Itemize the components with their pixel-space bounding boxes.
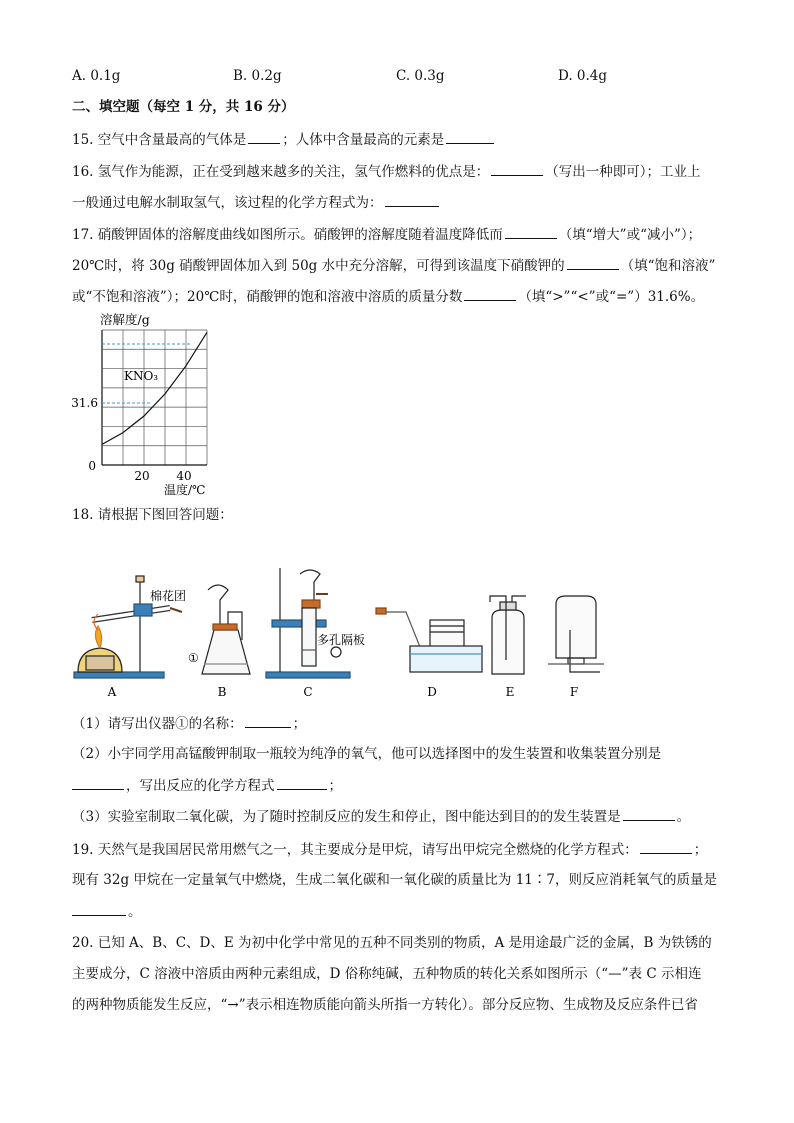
lab-apparatus-figure bbox=[70, 560, 610, 700]
q19-text-a: 19. 天然气是我国居民常用燃气之一，其主要成分是甲烷，请写出甲烷完全燃烧的化学方程式： bbox=[72, 842, 638, 858]
q19-text-d: 。 bbox=[128, 904, 142, 920]
q16-blank-1[interactable] bbox=[491, 161, 543, 176]
q17-text-b: （填“增大”或“减小”）； bbox=[558, 227, 702, 243]
y-tick-31-6: 31.6 bbox=[71, 396, 98, 410]
question-17-line-2 bbox=[72, 255, 715, 276]
q18-sub1-text-a: （1）请写出仪器 bbox=[72, 716, 176, 732]
question-17-line-3 bbox=[72, 286, 704, 307]
chart-ylabel: 溶解度/g bbox=[100, 312, 150, 327]
origin-label: 0 bbox=[88, 459, 96, 473]
label-d: D bbox=[427, 685, 437, 699]
option-c: C. 0.3g bbox=[396, 68, 445, 84]
q17-text-a: 17. 硝酸钾固体的溶解度曲线如图所示。硝酸钾的溶解度随着温度降低而 bbox=[72, 227, 503, 243]
q18-blank-4[interactable] bbox=[623, 806, 675, 821]
option-d: D. 0.4g bbox=[558, 68, 608, 84]
q17-text-d: （填“饱和溶液” bbox=[620, 258, 716, 274]
apparatus-d bbox=[376, 608, 482, 672]
q16-text-c: 一般通过电解水制取氢气，该过程的化学方程式为： bbox=[72, 195, 383, 211]
x-tick-40: 40 bbox=[176, 469, 192, 483]
section-title: 二、填空题（每空 1 分，共 16 分） bbox=[72, 99, 295, 115]
question-19-line-1 bbox=[72, 839, 707, 860]
q18-sub1-text-c: 的名称： bbox=[188, 716, 243, 732]
label-porous: 多孔隔板 bbox=[317, 633, 366, 647]
label-circle-1: ① bbox=[188, 651, 199, 665]
q19-blank-2[interactable] bbox=[72, 901, 126, 916]
question-18-title: 18. 请根据下图回答问题： bbox=[72, 507, 233, 523]
label-cotton: 棉花团 bbox=[150, 589, 187, 603]
q15-text-a: 15. 空气中含量最高的气体是 bbox=[72, 132, 247, 148]
question-16-line-2 bbox=[72, 192, 441, 213]
option-a: A. 0.1g bbox=[72, 68, 121, 84]
q18-sub3-text-b: 。 bbox=[676, 809, 691, 825]
series-label-kno3: KNO₃ bbox=[124, 369, 159, 383]
q18-sub2-text-b: ，写出反应的化学方程式 bbox=[126, 778, 275, 794]
question-18-sub-1 bbox=[72, 713, 306, 734]
question-18-sub-3 bbox=[72, 806, 690, 827]
q18-blank-2[interactable] bbox=[72, 775, 124, 790]
q17-blank-3[interactable] bbox=[464, 286, 516, 301]
q18-sub3-text-a: （3）实验室制取二氧化碳，为了随时控制反应的发生和停止，图中能达到目的的发生装置是 bbox=[72, 809, 621, 825]
label-f: F bbox=[569, 685, 579, 699]
label-b: B bbox=[217, 685, 227, 699]
chart-xlabel: 温度/℃ bbox=[164, 483, 206, 497]
question-19-line-2 bbox=[72, 870, 717, 890]
q18-blank-1[interactable] bbox=[245, 713, 291, 728]
question-20-line-3: 的两种物质能发生反应，“→”表示相连物质能向箭头所指一方转化）。部分反应物、生成物及反应条件已省 bbox=[72, 997, 698, 1013]
solubility-chart bbox=[71, 308, 230, 500]
q18-sub2-text-c: ； bbox=[328, 778, 342, 794]
q17-text-e: 或“不饱和溶液”）；20℃时，硝酸钾的饱和溶液中溶质的质量分数 bbox=[72, 289, 463, 305]
question-15 bbox=[72, 129, 496, 150]
q17-text-c: 20℃时，将 30g 硝酸钾固体加入到 50g 水中充分溶解，可得到该温度下硝酸钾的 bbox=[72, 258, 565, 274]
q18-sub1-text-d: ； bbox=[292, 716, 307, 732]
label-c: C bbox=[303, 685, 313, 699]
q18-sub2-text-a: （2）小宇同学用高锰酸钾制取一瓶较为纯净的氧气，他可以选择图中的发生装置和收集装置分别是 bbox=[72, 746, 662, 762]
q17-text-f: （填“>”“<”或“=”）31.6%。 bbox=[518, 289, 705, 305]
question-18-sub-2-line-1 bbox=[72, 744, 661, 764]
chart-grid bbox=[102, 330, 207, 465]
x-tick-20: 20 bbox=[134, 469, 150, 483]
q19-text-c: 现有 32g 甲烷在一定量氧气中燃烧，生成二氧化碳和一氧化碳的质量比为 11∶7，则反应消耗氧气的质量是 bbox=[72, 872, 717, 888]
question-18-sub-2-line-2 bbox=[72, 775, 342, 796]
q15-blank-2[interactable] bbox=[446, 129, 494, 144]
apparatus-c bbox=[266, 568, 350, 678]
question-16-line-1 bbox=[72, 161, 701, 182]
option-b: B. 0.2g bbox=[233, 68, 282, 84]
q17-blank-2[interactable] bbox=[567, 255, 619, 270]
question-20-line-2: 主要成分，C 溶液中溶质由两种元素组成，D 俗称纯碱，五种物质的转化关系如图所示（“—”表 C 示相连 bbox=[72, 966, 702, 982]
q17-blank-1[interactable] bbox=[505, 224, 557, 239]
q16-blank-2[interactable] bbox=[385, 192, 439, 207]
label-a: A bbox=[107, 685, 117, 699]
question-17-line-1 bbox=[72, 224, 701, 245]
q16-text-a: 16. 氢气作为能源，正在受到越来越多的关注，氢气作燃料的优点是： bbox=[72, 164, 490, 180]
question-19-line-3 bbox=[72, 901, 142, 922]
question-20-line-1: 20. 已知 A、B、C、D、E 为初中化学中常见的五种不同类别的物质，A 是用途最广泛的金属，B 为铁锈的 bbox=[72, 935, 712, 951]
circle-1-label: ① bbox=[175, 716, 189, 732]
label-e: E bbox=[505, 685, 515, 699]
q18-blank-3[interactable] bbox=[277, 775, 327, 790]
q15-text-b: ；人体中含量最高的元素是 bbox=[282, 132, 445, 148]
q19-blank-1[interactable] bbox=[640, 839, 692, 854]
q16-text-b: （写出一种即可）；工业上 bbox=[545, 164, 701, 180]
apparatus-e bbox=[490, 596, 526, 674]
q15-blank-1[interactable] bbox=[248, 129, 280, 144]
q19-text-b: ； bbox=[693, 842, 708, 858]
apparatus-b bbox=[202, 585, 250, 674]
apparatus-f bbox=[548, 596, 604, 672]
